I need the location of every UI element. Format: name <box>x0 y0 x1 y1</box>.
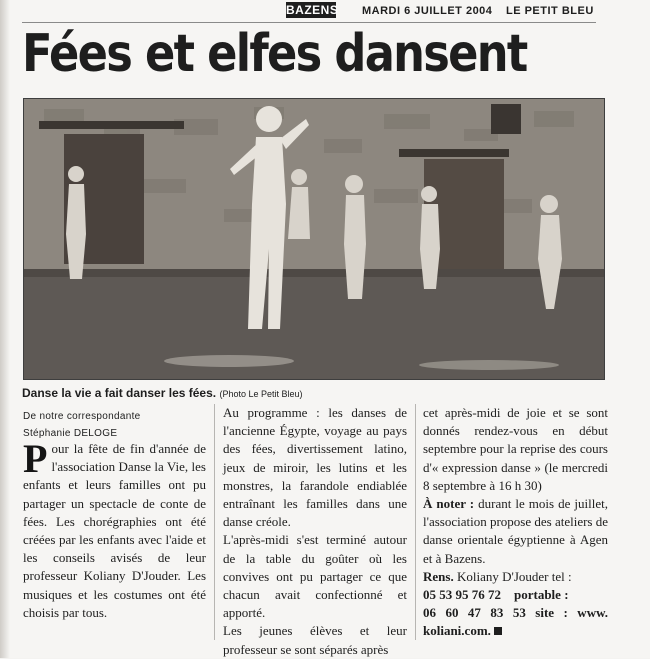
article-column-1 <box>23 436 206 622</box>
portable-and-site: 06 60 47 83 53 site : www. koliani.com. <box>423 605 608 639</box>
dance-scene-illustration <box>24 99 604 379</box>
publication-name: LE PETIT BLEU <box>505 5 594 17</box>
column-2-paragraph-1: Au programme : les danses de l'ancienne Égypte, voyage au pays des fées, divertissement latino, jeux de miroir, les lutins et les monstres, la farandole endiablée entraînant les familles dans une danse créole. <box>223 405 407 530</box>
end-of-article-mark <box>494 627 502 635</box>
section-tag: BAZENS <box>286 3 339 17</box>
column-2-paragraph-2: L'après-midi s'est terminé autour de la table du goûter où les convives ont pu partager ce que chacun avait confectionné et apporté. <box>223 532 407 621</box>
photo-caption <box>22 384 602 402</box>
page-fold-shadow <box>0 0 10 658</box>
note-label: À noter : <box>423 496 475 512</box>
byline-name: Stéphanie DELOGE <box>23 428 118 439</box>
phone-number: 05 53 95 76 72 <box>423 587 501 603</box>
column-3-paragraph-1: cet après-midi de joie et se sont donnés rendez-vous en début septembre pour la reprise des cours d'« expression danse » (le mercredi 8 septembre à 16 h 30) <box>423 405 608 493</box>
article-column-3 <box>423 404 608 641</box>
headline: Fées et elfes dansent <box>22 24 527 84</box>
note-paragraph <box>423 495 608 568</box>
column-rule <box>214 404 215 640</box>
article-column-2 <box>223 404 407 659</box>
contact-paragraph <box>423 568 608 641</box>
contact-name: Koliany D'Jouder tel : <box>453 568 572 584</box>
caption-text: Danse la vie a fait danser les fées. <box>22 386 217 400</box>
column-2-paragraph-3: Les jeunes élèves et leur professeur se sont séparés après <box>223 623 407 657</box>
column-1-text: our la fête de fin d'année de l'association Danse la Vie, les enfants et leurs familles ont pu partager un spectacle de conte de fées. Les chorégraphies ont été créées par les enfants avec l'aide et les conseils avisés de leur professeur Koliany D'Jouder. Les musiques et les costumes ont été choisis par tous. <box>23 441 206 620</box>
article-photo <box>23 98 605 380</box>
header-rule <box>22 22 596 23</box>
dropcap: P <box>23 436 48 481</box>
contact-label: Rens. <box>423 568 454 584</box>
portable-label: portable : <box>514 587 569 603</box>
issue-date: MARDI 6 JUILLET 2004 <box>362 5 493 17</box>
byline-label: De notre correspondante <box>23 411 141 422</box>
column-rule <box>415 404 416 640</box>
note-text: durant le mois de juillet, l'association propose des ateliers de danse orientale égyptienne à Agen et à Bazens. <box>423 496 609 566</box>
dateline <box>362 3 596 19</box>
photo-credit: (Photo Le Petit Bleu) <box>219 389 303 399</box>
